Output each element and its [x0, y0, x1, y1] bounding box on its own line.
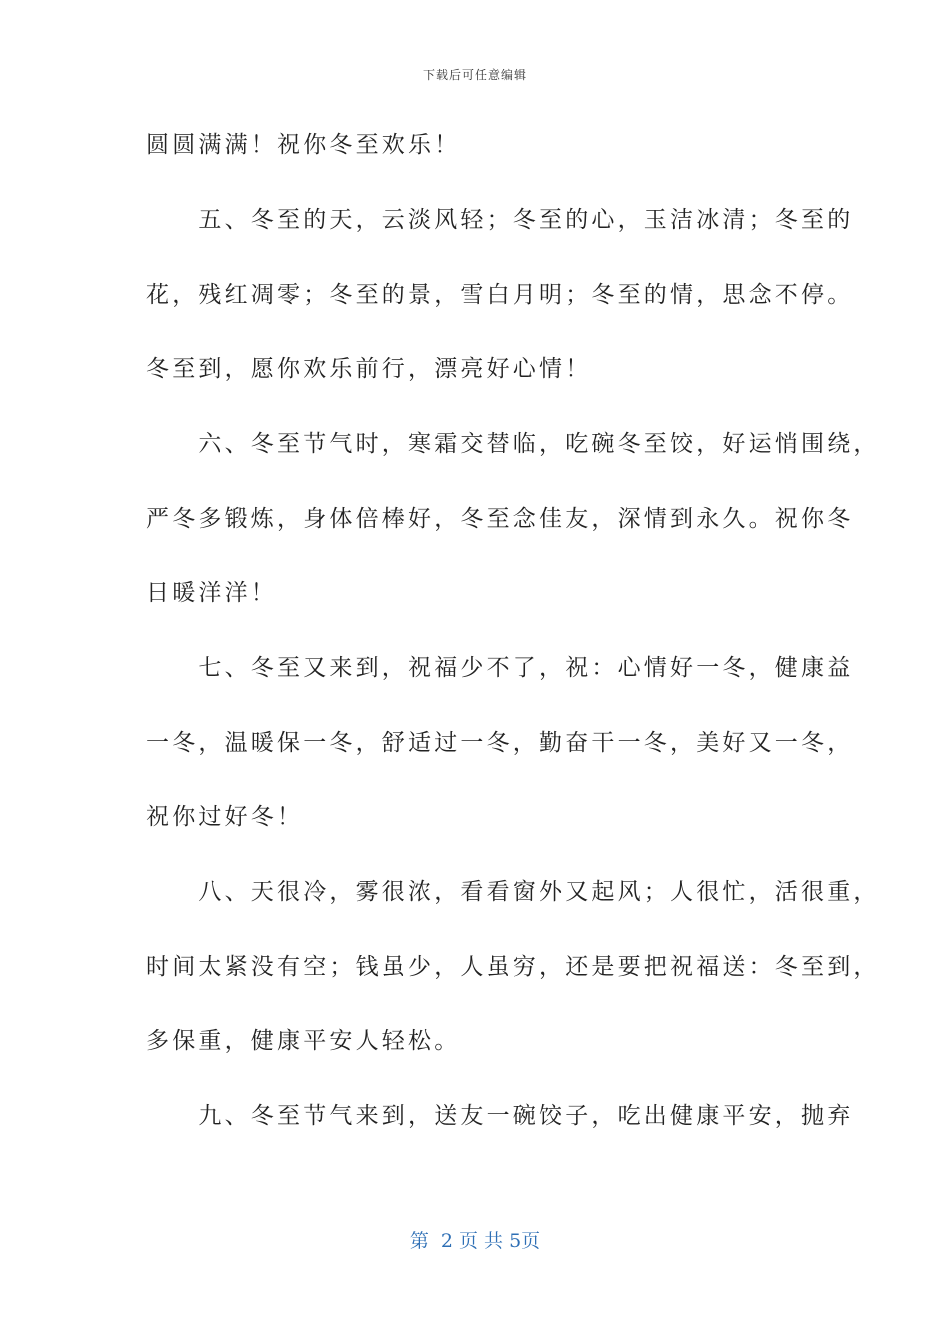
text-line: 日暖洋洋！	[146, 580, 277, 606]
text-line: 一冬，温暖保一冬，舒适过一冬，勤奋干一冬，美好又一冬，	[146, 730, 854, 756]
text-line: 多保重，健康平安人轻松。	[146, 1028, 461, 1054]
text-line: 八、天很冷，雾很浓，看看窗外又起风；人很忙，活很重，	[146, 879, 880, 905]
text-line: 花，残红凋零；冬至的景，雪白月明；冬至的情，思念不停。	[146, 282, 854, 308]
text-line: 七、冬至又来到，祝福少不了，祝：心情好一冬，健康益	[146, 655, 854, 681]
page-header: 下载后可任意编辑	[422, 68, 527, 82]
text-line: 五、冬至的天，云淡风轻；冬至的心，玉洁冰清；冬至的	[146, 207, 854, 233]
page-number: 第 2 页 共 5页	[409, 1230, 541, 1252]
text-line: 严冬多锻炼，身体倍棒好，冬至念佳友，深情到永久。祝你冬	[146, 506, 854, 532]
text-line: 九、冬至节气来到，送友一碗饺子，吃出健康平安，抛弃	[146, 1103, 854, 1129]
text-line: 圆圆满满！祝你冬至欢乐！	[146, 132, 461, 158]
text-line: 时间太紧没有空；钱虽少，人虽穷，还是要把祝福送：冬至到，	[146, 954, 880, 980]
text-line: 祝你过好冬！	[146, 804, 304, 830]
text-line: 冬至到，愿你欢乐前行，漂亮好心情！	[146, 356, 592, 382]
text-line: 六、冬至节气时，寒霜交替临，吃碗冬至饺，好运悄围绕，	[146, 431, 880, 457]
